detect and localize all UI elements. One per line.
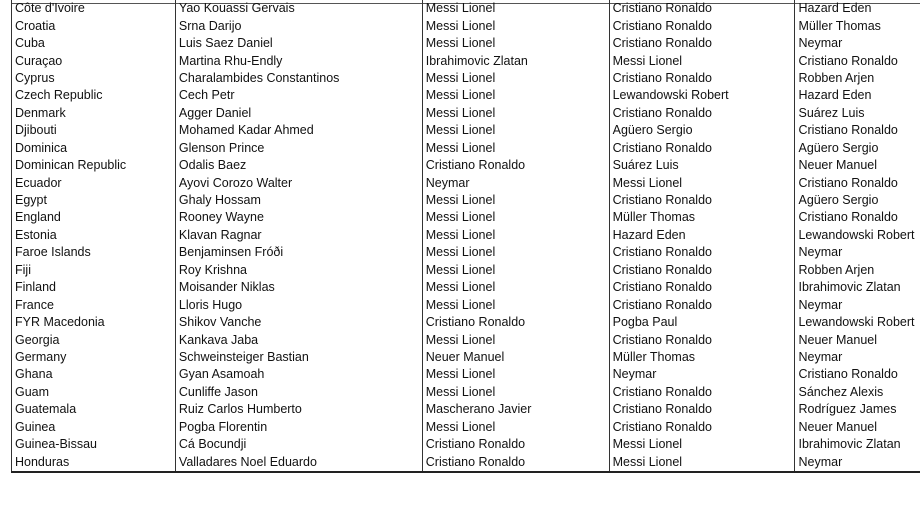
voter-cell: Yao Kouassi Gervais [175,0,422,17]
second-choice-cell: Neymar [609,366,795,383]
voter-cell: Kankava Jaba [175,331,422,348]
second-choice-cell: Müller Thomas [609,349,795,366]
country-cell: Faroe Islands [12,244,176,261]
first-choice-cell: Messi Lionel [422,17,609,34]
country-cell: Dominica [12,140,176,157]
first-choice-cell: Cristiano Ronaldo [422,453,609,471]
table-row [12,314,920,331]
third-choice-cell: Müller Thomas [795,17,920,34]
first-choice-cell: Messi Lionel [422,366,609,383]
country-cell: Curaçao [12,52,176,69]
second-choice-cell: Messi Lionel [609,436,795,453]
first-choice-cell: Cristiano Ronaldo [422,157,609,174]
third-choice-cell: Neymar [795,296,920,313]
country-cell: Egypt [12,192,176,209]
country-cell: Djibouti [12,122,176,139]
second-choice-cell: Cristiano Ronaldo [609,401,795,418]
voter-cell: Rooney Wayne [175,209,422,226]
voter-cell: Valladares Noel Eduardo [175,453,422,471]
voter-cell: Gyan Asamoah [175,366,422,383]
voter-cell: Martina Rhu-Endly [175,52,422,69]
voter-cell: Luis Saez Daniel [175,35,422,52]
voter-cell: Schweinsteiger Bastian [175,349,422,366]
voter-cell: Roy Krishna [175,262,422,279]
third-choice-cell: Robben Arjen [795,70,920,87]
second-choice-cell: Müller Thomas [609,209,795,226]
table-row [12,436,920,453]
third-choice-cell: Cristiano Ronaldo [795,52,920,69]
second-choice-cell: Hazard Eden [609,227,795,244]
table-row [12,244,920,261]
first-choice-cell: Messi Lionel [422,105,609,122]
second-choice-cell: Cristiano Ronaldo [609,384,795,401]
second-choice-cell: Messi Lionel [609,52,795,69]
third-choice-cell: Neymar [795,349,920,366]
country-cell: Ghana [12,366,176,383]
voter-cell: Ayovi Corozo Walter [175,174,422,191]
second-choice-cell: Suárez Luis [609,157,795,174]
voter-cell: Benjaminsen Fróði [175,244,422,261]
first-choice-cell: Messi Lionel [422,384,609,401]
third-choice-cell: Lewandowski Robert [795,314,920,331]
first-choice-cell: Messi Lionel [422,296,609,313]
country-cell: Finland [12,279,176,296]
second-choice-cell: Cristiano Ronaldo [609,105,795,122]
country-cell: Croatia [12,17,176,34]
country-cell: Guam [12,384,176,401]
second-choice-cell: Cristiano Ronaldo [609,140,795,157]
table-row [12,0,920,17]
third-choice-cell: Cristiano Ronaldo [795,366,920,383]
table-row [12,105,920,122]
table-row [12,87,920,104]
table-row [12,174,920,191]
country-cell: Cuba [12,35,176,52]
country-cell: Honduras [12,453,176,471]
country-cell: Fiji [12,262,176,279]
first-choice-cell: Ibrahimovic Zlatan [422,52,609,69]
table-row [12,140,920,157]
table-row [12,419,920,436]
second-choice-cell: Agüero Sergio [609,122,795,139]
second-choice-cell: Cristiano Ronaldo [609,244,795,261]
first-choice-cell: Neuer Manuel [422,349,609,366]
third-choice-cell: Hazard Eden [795,87,920,104]
country-cell: Guatemala [12,401,176,418]
second-choice-cell: Cristiano Ronaldo [609,70,795,87]
second-choice-cell: Cristiano Ronaldo [609,331,795,348]
country-cell: Estonia [12,227,176,244]
voter-cell: Ghaly Hossam [175,192,422,209]
third-choice-cell: Cristiano Ronaldo [795,174,920,191]
first-choice-cell: Cristiano Ronaldo [422,436,609,453]
voter-cell: Agger Daniel [175,105,422,122]
first-choice-cell: Neymar [422,174,609,191]
voter-cell: Pogba Florentin [175,419,422,436]
first-choice-cell: Messi Lionel [422,419,609,436]
country-cell: Dominican Republic [12,157,176,174]
first-choice-cell: Messi Lionel [422,70,609,87]
table-row [12,70,920,87]
third-choice-cell: Hazard Eden [795,0,920,17]
voter-cell: Shikov Vanche [175,314,422,331]
country-cell: Denmark [12,105,176,122]
table-row [12,192,920,209]
third-choice-cell: Neymar [795,453,920,471]
table-row [12,296,920,313]
second-choice-cell: Cristiano Ronaldo [609,0,795,17]
country-cell: Czech Republic [12,87,176,104]
table-row [12,52,920,69]
third-choice-cell: Ibrahimovic Zlatan [795,436,920,453]
table-row [12,401,920,418]
third-choice-cell: Neuer Manuel [795,331,920,348]
third-choice-cell: Ibrahimovic Zlatan [795,279,920,296]
first-choice-cell: Messi Lionel [422,122,609,139]
voter-cell: Srna Darijo [175,17,422,34]
voter-cell: Charalambides Constantinos [175,70,422,87]
country-cell: England [12,209,176,226]
first-choice-cell: Messi Lionel [422,244,609,261]
table-row [12,227,920,244]
second-choice-cell: Cristiano Ronaldo [609,262,795,279]
first-choice-cell: Messi Lionel [422,140,609,157]
voter-cell: Lloris Hugo [175,296,422,313]
third-choice-cell: Neymar [795,244,920,261]
voter-cell: Glenson Prince [175,140,422,157]
country-cell: Guinea-Bissau [12,436,176,453]
first-choice-cell: Cristiano Ronaldo [422,314,609,331]
first-choice-cell: Messi Lionel [422,0,609,17]
voter-cell: Cunliffe Jason [175,384,422,401]
third-choice-cell: Suárez Luis [795,105,920,122]
country-cell: Ecuador [12,174,176,191]
table-row [12,384,920,401]
table-row [12,209,920,226]
second-choice-cell: Messi Lionel [609,453,795,471]
first-choice-cell: Mascherano Javier [422,401,609,418]
first-choice-cell: Messi Lionel [422,192,609,209]
table-row [12,262,920,279]
table-row [12,35,920,52]
second-choice-cell: Cristiano Ronaldo [609,419,795,436]
table-row [12,122,920,139]
country-cell: Georgia [12,331,176,348]
third-choice-cell: Cristiano Ronaldo [795,209,920,226]
country-cell: Guinea [12,419,176,436]
voter-cell: Moisander Niklas [175,279,422,296]
voter-cell: Ruiz Carlos Humberto [175,401,422,418]
table-row [12,279,920,296]
first-choice-cell: Messi Lionel [422,227,609,244]
third-choice-cell: Neuer Manuel [795,419,920,436]
third-choice-cell: Cristiano Ronaldo [795,122,920,139]
voter-cell: Mohamed Kadar Ahmed [175,122,422,139]
first-choice-cell: Messi Lionel [422,279,609,296]
table-row [12,17,920,34]
first-choice-cell: Messi Lionel [422,87,609,104]
votes-table-body [12,0,920,472]
country-cell: Germany [12,349,176,366]
second-choice-cell: Cristiano Ronaldo [609,279,795,296]
third-choice-cell: Sánchez Alexis [795,384,920,401]
second-choice-cell: Cristiano Ronaldo [609,35,795,52]
country-cell: Cyprus [12,70,176,87]
table-row [12,453,920,471]
first-choice-cell: Messi Lionel [422,262,609,279]
second-choice-cell: Messi Lionel [609,174,795,191]
second-choice-cell: Lewandowski Robert [609,87,795,104]
voter-cell: Odalis Baez [175,157,422,174]
third-choice-cell: Rodríguez James [795,401,920,418]
country-cell: FYR Macedonia [12,314,176,331]
second-choice-cell: Pogba Paul [609,314,795,331]
first-choice-cell: Messi Lionel [422,209,609,226]
votes-table [11,0,920,473]
second-choice-cell: Cristiano Ronaldo [609,17,795,34]
second-choice-cell: Cristiano Ronaldo [609,296,795,313]
third-choice-cell: Neymar [795,35,920,52]
second-choice-cell: Cristiano Ronaldo [609,192,795,209]
table-row [12,331,920,348]
country-cell: Côte d'Ivoire [12,0,176,17]
voter-cell: Cá Bocundji [175,436,422,453]
third-choice-cell: Neuer Manuel [795,157,920,174]
first-choice-cell: Messi Lionel [422,35,609,52]
country-cell: France [12,296,176,313]
table-row [12,157,920,174]
table-row [12,349,920,366]
voter-cell: Klavan Ragnar [175,227,422,244]
third-choice-cell: Robben Arjen [795,262,920,279]
third-choice-cell: Agüero Sergio [795,140,920,157]
third-choice-cell: Agüero Sergio [795,192,920,209]
third-choice-cell: Lewandowski Robert [795,227,920,244]
first-choice-cell: Messi Lionel [422,331,609,348]
table-row [12,366,920,383]
voter-cell: Cech Petr [175,87,422,104]
